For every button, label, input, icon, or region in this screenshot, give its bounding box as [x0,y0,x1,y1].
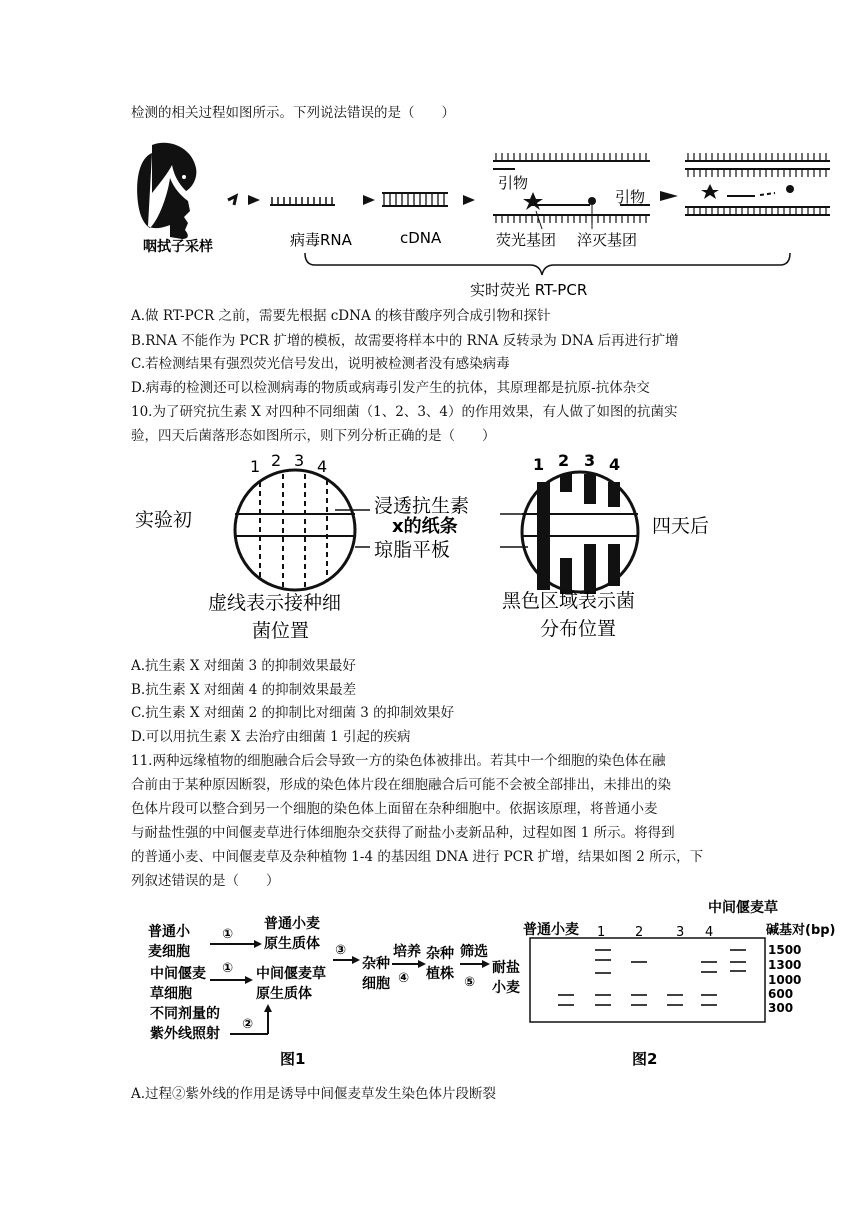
figure-2-caption: 图2 [632,1050,658,1068]
q10-option-a: A.抗生素 X 对细菌 3 的抑制效果最好 [131,658,356,674]
left-num-4: 4 [317,457,328,476]
q9-option-a: A.做 RT-PCR 之前，需要先根据 cDNA 的核苷酸序列合成引物和探针 [131,308,551,324]
primer-label-2: 引物 [615,188,646,206]
figure-1-flow [148,915,520,1068]
initial-plate [235,470,355,590]
step-2: ② [242,1017,254,1032]
primer-label-1: 引物 [498,174,529,192]
q9-option-b: B.RNA 不能作为 PCR 扩增的模板，故需要将样本中的 RNA 反转录为 DNA 后再进行扩增 [131,333,679,349]
rtpcr-label: 实时荧光 RT-PCR [470,281,588,299]
gel-wheat-label: 普通小麦 [523,922,579,938]
hybrid-cell-2: 细胞 [362,976,390,992]
day-four-label: 四天后 [652,515,710,537]
wheat-pp-1: 普通小麦 [264,916,320,932]
right-caption-2: 分布位置 [540,618,617,640]
left-caption-1: 虚线表示接种细 [208,592,342,614]
hybrid-diagram [130,892,850,1082]
grass-cell-1: 中间偃麦 [150,966,206,982]
antibiotic-strip-label-1: 浸透抗生素 [374,495,470,517]
q9-stem: 检测的相关过程如图所示。下列说法错误的是（ ） [131,105,455,121]
screen-label: 筛选 [460,944,488,960]
wheat-cell-1: 普通小 [148,924,190,940]
figure-1-caption: 图1 [280,1050,306,1068]
right-num-1: 1 [533,455,545,474]
step-4: ④ [398,971,410,986]
step-1a: ① [222,927,234,942]
q9-option-d: D.病毒的检测还可以检测病毒的物质或病毒引发产生的抗体，其原理都是抗原-抗体杂交 [131,380,650,396]
fluorophore-star-icon [523,192,543,210]
left-caption-2: 菌位置 [252,620,310,642]
hybrid-cell-1: 杂种 [362,956,390,972]
q10-option-c: C.抗生素 X 对细菌 2 的抑制比对细菌 3 的抑制效果好 [131,705,455,721]
antibiotic-figure [130,452,730,647]
left-num-3: 3 [294,452,305,470]
q10-stem-line2: 验，四天后菌落形态如图所示，则下列分析正确的是（ ） [131,428,496,444]
swab-label: 咽拭子采样 [143,239,213,255]
grass-cell-2: 草细胞 [150,986,192,1002]
right-num-4: 4 [609,455,621,474]
right-caption-1: 黑色区域表示菌 [502,590,636,612]
lane-3-label: 3 [676,925,685,940]
left-num-1: 1 [250,457,261,476]
virus-rna-strand [270,197,335,205]
q11-stem-line6: 列叙述错误的是（ ） [131,873,280,889]
salt-wheat-1: 耐盐 [492,960,520,976]
wheat-pp-2: 原生质体 [264,936,320,952]
culture-label: 培养 [393,944,421,960]
right-num-2: 2 [558,452,570,470]
uv-label-2: 紫外线照射 [150,1026,220,1042]
marker-300: 300 [768,1001,794,1015]
q10-option-b: B.抗生素 X 对细菌 4 的抑制效果最差 [131,682,357,698]
q11-stem-line2: 合前由于某种原因断裂，形成的染色体片段在细胞融合后可能不会被全部排出，未排出的染 [131,777,671,793]
wheat-cell-2: 麦细胞 [148,944,190,960]
cdna-strand [382,193,448,206]
marker-1300: 1300 [768,958,802,972]
lane-2-label: 2 [635,925,644,940]
q9-option-c: C.若检测结果有强烈荧光信号发出，说明被检测者没有感染病毒 [131,356,510,372]
q11-stem-line4: 与耐盐性强的中间偃麦草进行体细胞杂交获得了耐盐小麦新品种，过程如图 1 所示。将得到 [131,825,675,841]
antibiotic-diagram [130,452,730,647]
q10-stem-line1: 10.为了研究抗生素 X 对四种不同细菌（1、2、3、4）的作用效果，有人做了如图的抗菌实 [131,404,678,420]
hybrid-plant-1: 杂种 [426,946,454,962]
head-silhouette-icon [137,143,196,239]
rt-pcr-figure [130,133,830,303]
day-four-plate [522,472,638,594]
step-1b: ① [222,961,234,976]
initial-label: 实验初 [135,509,193,531]
grass-pp-2: 原生质体 [256,986,312,1002]
step-3: ③ [335,943,347,958]
marker-600: 600 [768,987,794,1001]
bp-label: 碱基对(bp) [766,923,836,938]
q11-stem-line3: 色体片段可以整合到另一个细胞的染色体上面留在杂种细胞中。依据该原理，将普通小麦 [131,801,658,817]
pcr-result [685,153,830,215]
agar-plate-label: 琼脂平板 [374,539,451,561]
marker-1500: 1500 [768,943,802,957]
lane-4-label: 4 [705,925,714,940]
hybrid-figures [130,892,850,1082]
right-num-3: 3 [584,452,596,470]
lane-1-label: 1 [597,925,606,940]
hybrid-plant-2: 植株 [426,966,454,982]
figure-2-gel [523,899,836,1068]
gel-top-label: 中间偃麦草 [708,900,778,916]
cdna-label: cDNA [400,229,442,247]
q10-option-d: D.可以用抗生素 X 去治疗由细菌 1 引起的疾病 [131,729,411,745]
q11-option-a: A.过程②紫外线的作用是诱导中间偃麦草发生染色体片段断裂 [131,1086,497,1102]
antibiotic-strip-label-2: x的纸条 [392,516,458,537]
q11-stem-line5: 的普通小麦、中间偃麦草及杂种植物 1-4 的基因组 DNA 进行 PCR 扩增，结果如图 2 所示，下 [131,849,704,865]
q11-stem-line1: 11.两种远缘植物的细胞融合后会导致一方的染色体被排出。若其中一个细胞的染色体在融 [131,753,666,769]
quench-label: 淬灭基团 [577,231,638,249]
rt-pcr-diagram [130,133,830,303]
fluor-label: 荧光基团 [496,231,557,249]
left-num-2: 2 [271,452,282,470]
grass-pp-1: 中间偃麦草 [256,966,326,982]
marker-1000: 1000 [768,973,802,987]
salt-wheat-2: 小麦 [492,980,520,996]
step-5: ⑤ [464,975,476,990]
virus-rna-label: 病毒RNA [290,231,352,249]
uv-label-1: 不同剂量的 [150,1006,220,1022]
